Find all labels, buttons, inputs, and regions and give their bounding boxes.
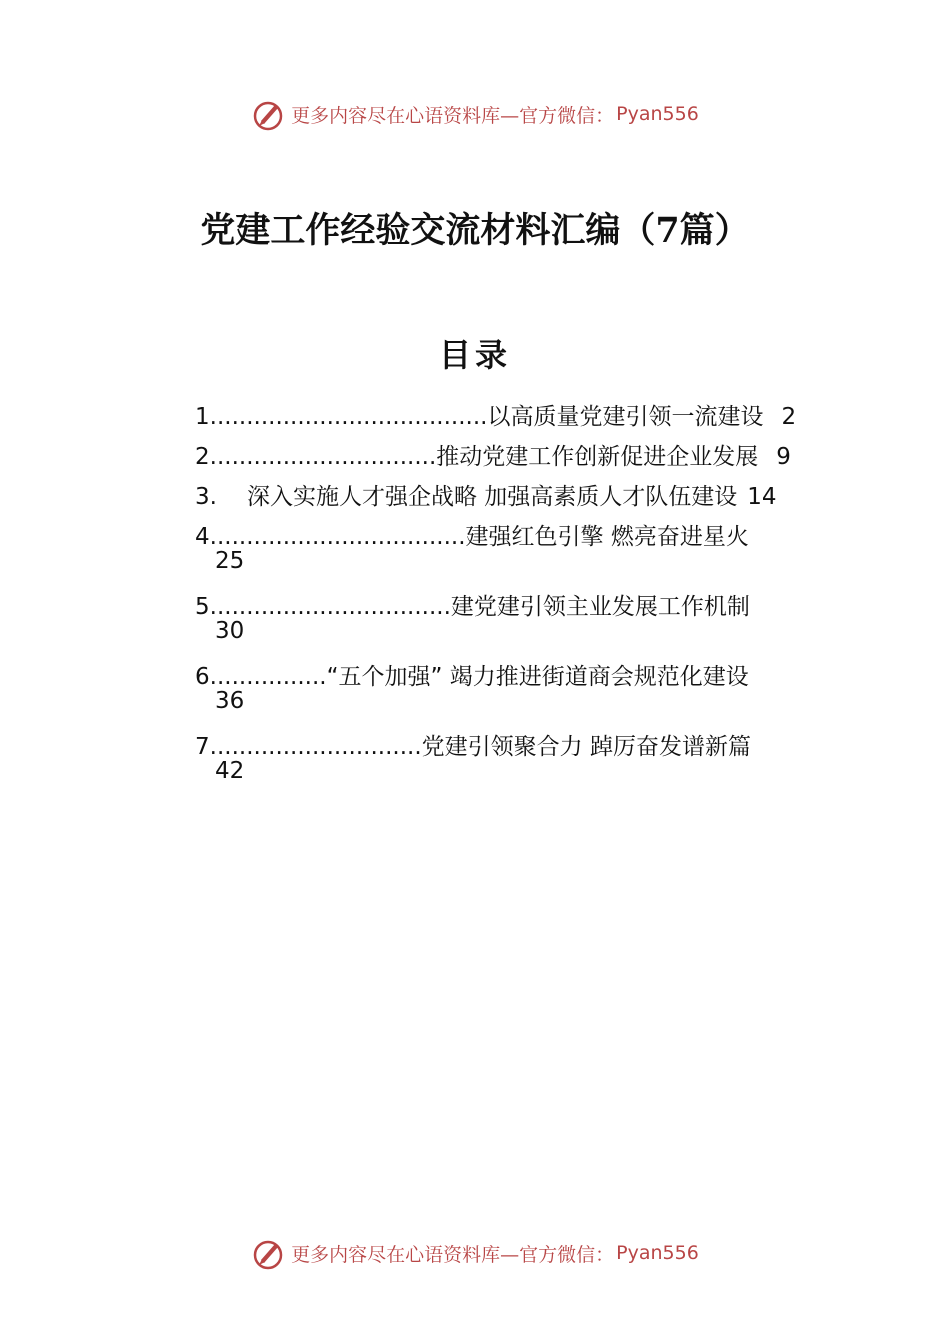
banner-handle: Pyan556 <box>616 103 699 125</box>
toc-entry-leader: ...................................... <box>209 404 488 430</box>
toc-entry-title: “五个加强” 竭力推进街道商会规范化建设 <box>326 664 749 690</box>
toc-entry[interactable] <box>195 658 749 714</box>
banner-text: 更多内容尽在心语资料库—官方微信： <box>291 1243 615 1266</box>
toc-entry-number: 3. <box>195 484 217 510</box>
footer-banner <box>0 1233 950 1273</box>
pen-logo-icon <box>251 97 285 131</box>
toc-entry-page: 25 <box>215 548 245 574</box>
toc-entry[interactable] <box>195 728 751 784</box>
toc-entry-number: 6 <box>195 664 210 690</box>
toc-entry-leader: ................................. <box>209 594 451 620</box>
toc-entry-page: 36 <box>215 688 245 714</box>
toc-entry-title: 建强红色引擎 燃亮奋进星火 <box>465 524 749 550</box>
banner-text: 更多内容尽在心语资料库—官方微信： <box>291 104 615 127</box>
toc-entry[interactable] <box>195 518 749 574</box>
header-banner <box>0 94 950 134</box>
toc-entry-number: 5 <box>195 594 210 620</box>
toc-entry-leader: ............................. <box>209 734 422 760</box>
toc-entry-number: 2 <box>195 444 210 470</box>
toc-entry-page: 2 <box>781 404 797 430</box>
toc-entry-title: 深入实施人才强企战略 加强高素质人才队伍建设 <box>246 484 738 510</box>
toc-entry-page: 30 <box>215 618 245 644</box>
toc-entry-title: 以高质量党建引领一流建设 <box>487 404 764 430</box>
toc-heading: 目录 <box>438 336 511 374</box>
toc-entry-leader: ................................... <box>209 524 466 550</box>
toc-entry-number: 4 <box>195 524 210 550</box>
toc-entry[interactable] <box>195 588 750 644</box>
toc-entry-number: 7 <box>195 734 210 760</box>
toc-entry-title: 建党建引领主业发展工作机制 <box>450 594 750 620</box>
banner-handle: Pyan556 <box>616 1242 699 1264</box>
toc-entry-title: 推动党建工作创新促进企业发展 <box>436 444 759 470</box>
toc-entry-page: 42 <box>215 758 245 784</box>
toc-entry[interactable] <box>195 398 796 431</box>
toc-entry[interactable] <box>195 478 777 511</box>
toc-entry-page: 9 <box>776 444 791 470</box>
toc-entry-number: 1 <box>195 404 210 430</box>
toc-entry-title: 党建引领聚合力 踔厉奋发谱新篇 <box>421 734 751 760</box>
document-title: 党建工作经验交流材料汇编（7篇） <box>200 210 750 251</box>
toc-entry-leader: ................ <box>209 664 327 690</box>
toc-entry-leader: ............................... <box>209 444 437 470</box>
pen-logo-icon <box>251 1236 285 1270</box>
toc-entry-page: 14 <box>747 484 777 510</box>
toc-entry[interactable] <box>195 438 791 471</box>
